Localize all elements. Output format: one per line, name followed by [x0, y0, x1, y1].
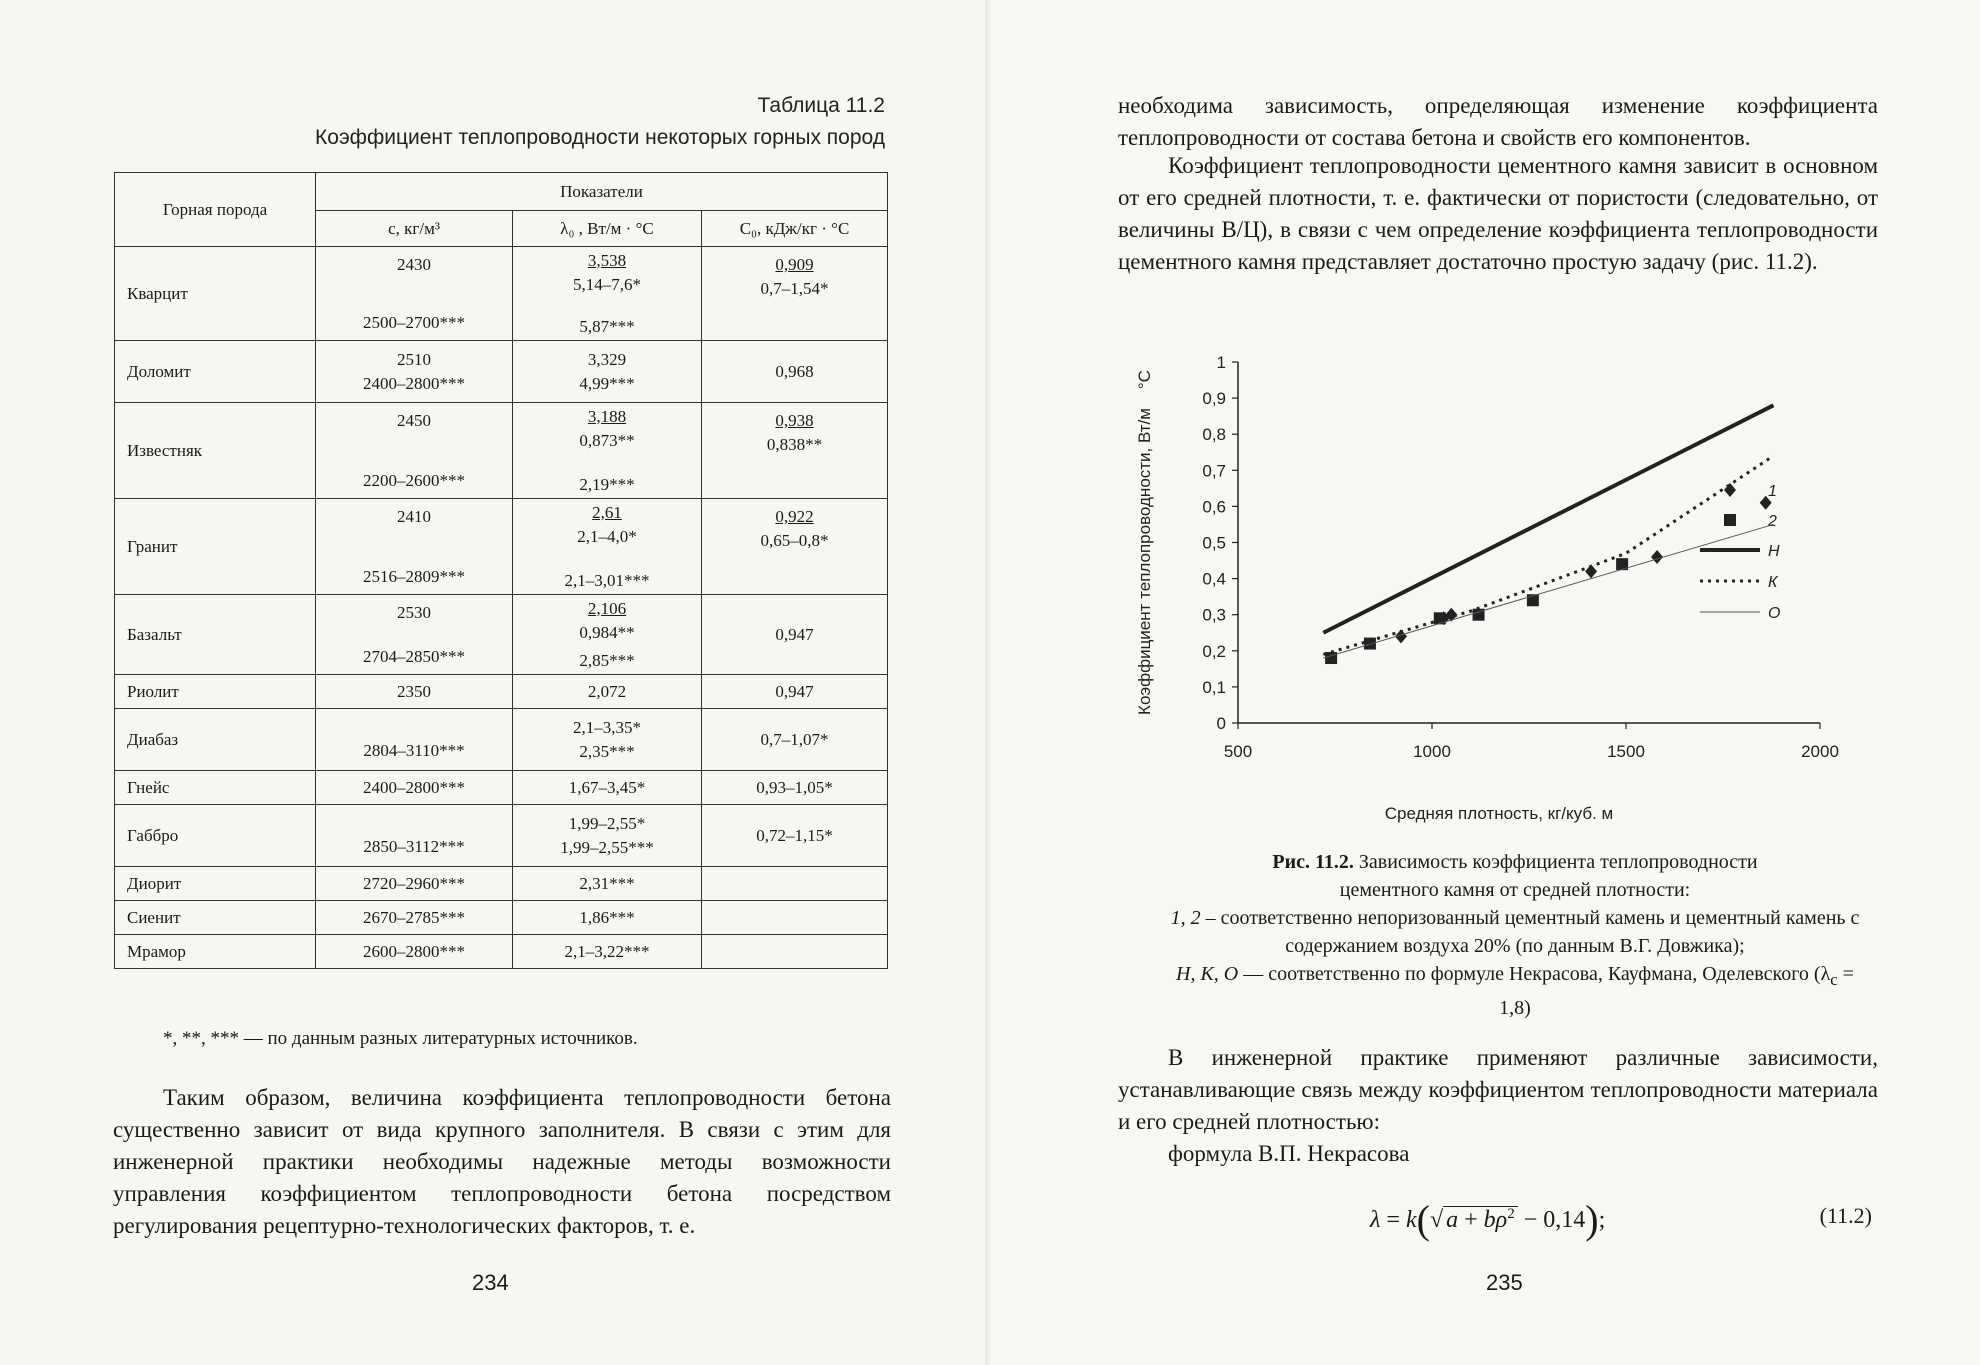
table-row [115, 341, 888, 403]
cell-line: 0,909 [775, 255, 814, 274]
heat-cell [702, 935, 888, 969]
density-cell [316, 247, 513, 341]
table-row [115, 805, 888, 867]
formula-number: (11.2) [1819, 1203, 1872, 1228]
table-row [115, 709, 888, 771]
data-point-diamond [1651, 550, 1663, 564]
lambda-cell [513, 675, 702, 709]
table-title: Коэффициент теплопроводности некоторых горных пород [315, 126, 885, 149]
lambda-cell [513, 867, 702, 901]
x-tick-label: 500 [1223, 742, 1253, 761]
right-paragraph-1: необходима зависимость, определяющая изменение коэффициента теплопроводности от состава бетона и свойств его компонентов. [1118, 93, 1878, 150]
cell-line: 2200–2600*** [363, 470, 465, 490]
y-tick-label: 0,7 [1202, 461, 1226, 481]
table-number: Таблица 11.2 [757, 94, 885, 117]
density-cell [316, 935, 513, 969]
page-number-left: 234 [472, 1270, 509, 1295]
cell-line: 1,99–2,55* [568, 813, 646, 833]
cell-line: 0,838** [766, 435, 823, 454]
rock-name: Доломит [115, 341, 316, 403]
lambda-cell [513, 805, 702, 867]
legend-label-2: 2 [1768, 513, 1777, 530]
cell-line: 2,85*** [579, 650, 635, 670]
legend-label-Н: Н [1768, 543, 1780, 560]
table-row [115, 403, 888, 499]
cell-line: 2,19*** [579, 474, 635, 494]
cell-line: 3,188 [587, 406, 627, 426]
lambda-cell [513, 595, 702, 675]
cell-line: 2,35*** [579, 741, 635, 761]
y-tick-label: 0,4 [1202, 569, 1226, 589]
table-row [115, 675, 888, 709]
series-line-К [1323, 456, 1773, 655]
caption-line-1: Рис. 11.2. Зависимость коэффициента теплопроводности [1272, 851, 1758, 873]
y-tick-label: 0,8 [1202, 425, 1226, 445]
cell-line: 2400–2800*** [363, 777, 465, 797]
y-tick-label: 0,9 [1202, 389, 1226, 409]
cell-line: 0,922 [775, 507, 814, 526]
page-number-right: 235 [1486, 1270, 1523, 1295]
right-paragraph-2-text: Коэффициент теплопроводности цементного камня зависит в основном от его средней плотности, т. е. фактически от пористости (следовательно, от величины В/Ц), в связи с чем определение коэффициента теплопроводности цементного камня представляет достаточно простую задачу (рис. 11.2). [1118, 153, 1878, 274]
table-row [115, 499, 888, 595]
cell-line: 0,93–1,05* [756, 777, 833, 797]
cell-line: 2500–2700*** [363, 312, 465, 332]
cell-line: 1,86*** [579, 907, 635, 927]
header-rock: Горная порода [115, 173, 316, 247]
nekrasov-formula: λ = k(√ $a + b\rho^2 - 0,14$); [1370, 1197, 1606, 1242]
table-row [115, 935, 888, 969]
cell-line: 3,329 [587, 349, 627, 369]
cell-line: 2,106 [587, 598, 627, 618]
lambda-cell [513, 935, 702, 969]
rock-name: Диабаз [115, 709, 316, 771]
cell-line: 2670–2785*** [363, 907, 465, 927]
footnote: *, **, *** — по данным разных литературных источников. [163, 1028, 638, 1049]
cell-line: 1,99–2,55*** [560, 837, 654, 857]
series-line-О [1323, 524, 1773, 658]
cell-line: 2530 [397, 602, 431, 622]
cell-line: 2704–2850*** [363, 646, 465, 666]
lambda-cell [513, 771, 702, 805]
heat-cell [702, 675, 888, 709]
series-line-Н [1323, 405, 1773, 632]
rock-name: Базальт [115, 595, 316, 675]
rock-name: Сиенит [115, 901, 316, 935]
density-cell [316, 709, 513, 771]
cell-line: 2450 [397, 410, 431, 430]
cell-line: 2,072 [587, 681, 627, 701]
table-row [115, 771, 888, 805]
legend-swatch-2 [1724, 514, 1736, 526]
heat-cell [702, 805, 888, 867]
cell-line: 2,1–4,0* [577, 526, 637, 546]
cell-line: 4,99*** [579, 373, 635, 393]
heat-cell [702, 901, 888, 935]
cell-line: 2516–2809*** [363, 566, 465, 586]
cell-line: 2,1–3,35* [573, 717, 641, 737]
cell-line: 2804–3110*** [363, 740, 465, 760]
cell-line: 0,65–0,8* [760, 531, 829, 550]
data-point-square [1325, 652, 1337, 664]
cell-line: 2350 [397, 681, 431, 701]
rock-name: Мрамор [115, 935, 316, 969]
cell-line: 0,968 [775, 361, 814, 381]
y-tick-label: 0 [1216, 714, 1226, 733]
cell-line: 2720–2960*** [363, 873, 465, 893]
left-paragraph: Таким образом, величина коэффициента теплопроводности бетона существенно зависит от вида крупного заполнителя. В связи с этим для инженерной практики необходимы надежные методы возможности управления коэффициентом теплопроводности бетона посредством регулирования рецептурно-технологических факторов, т. е. [113, 1085, 891, 1238]
x-tick-label: 1000 [1413, 742, 1451, 761]
cell-line: 2400–2800*** [363, 373, 465, 393]
density-cell [316, 771, 513, 805]
heat-cell [702, 771, 888, 805]
legend-label-1: 1 [1768, 483, 1777, 500]
lambda-cell [513, 499, 702, 595]
header-indicators: Показатели [316, 173, 888, 211]
density-cell [316, 675, 513, 709]
header-lambda: λ₀ , Вт/м · °С [513, 211, 702, 247]
figure-caption [1160, 848, 1870, 1022]
heat-cell [702, 247, 888, 341]
legend-label-К: К [1768, 574, 1778, 591]
legend-swatch-1 [1724, 483, 1736, 497]
cell-line: 2,1–3,01*** [564, 570, 650, 590]
rock-name: Диорит [115, 867, 316, 901]
cell-line: 2410 [397, 506, 431, 526]
table-row [115, 247, 888, 341]
cell-line: 2850–3112*** [363, 836, 465, 856]
cell-line: 2,1–3,22*** [564, 941, 650, 961]
heat-cell [702, 341, 888, 403]
heat-cell [702, 403, 888, 499]
table-row [115, 901, 888, 935]
y-axis-label: Коэффициент теплопроводности, Вт/м °С [1135, 370, 1154, 715]
y-tick-label: 0,1 [1202, 677, 1226, 697]
caption-line-2: цементного камня от средней плотности: [1339, 879, 1691, 901]
density-cell [316, 805, 513, 867]
x-tick-label: 2000 [1801, 742, 1839, 761]
density-cell [316, 867, 513, 901]
cell-line: 0,938 [775, 411, 814, 430]
cell-line: 0,873** [579, 430, 635, 450]
rock-name: Кварцит [115, 247, 316, 341]
caption-line-3: 1, 2 – соответственно непоризованный цементный камень и цементный камень с содержанием воздуха 20% (по данным В.Г. Довжика); [1170, 907, 1860, 957]
rock-name: Риолит [115, 675, 316, 709]
y-tick-label: 0,3 [1202, 605, 1226, 625]
y-tick-label: 0,5 [1202, 533, 1226, 553]
x-tick-label: 1500 [1607, 742, 1645, 761]
cell-line: 2,61 [592, 502, 622, 522]
heat-cell [702, 595, 888, 675]
caption-figure-label: Рис. 11.2. [1272, 851, 1354, 873]
y-tick-label: 0,2 [1202, 641, 1226, 661]
cell-line: 2,31*** [579, 873, 635, 893]
density-cell [316, 341, 513, 403]
heat-cell [702, 709, 888, 771]
rocks-table [114, 172, 888, 969]
cell-line: 0,947 [775, 624, 814, 644]
rock-name: Гнейс [115, 771, 316, 805]
lambda-cell [513, 403, 702, 499]
y-tick-label: 0,6 [1202, 497, 1226, 517]
right-paragraph-2 [1118, 150, 1878, 278]
right-paragraph-3: В инженерной практике применяют различные зависимости, устанавливающие связь между коэффициентом теплопроводности материала и его средней плотностью: [1118, 1045, 1878, 1134]
cell-line: 2430 [397, 254, 431, 274]
rock-name: Гранит [115, 499, 316, 595]
rock-name: Габбро [115, 805, 316, 867]
density-cell [316, 499, 513, 595]
lambda-cell [513, 901, 702, 935]
cell-line: 5,14–7,6* [573, 274, 641, 294]
cell-line: 5,87*** [579, 316, 635, 336]
cell-line: 2600–2800*** [363, 941, 465, 961]
density-cell [316, 403, 513, 499]
cell-line: 0,984** [579, 622, 635, 642]
cell-line: 2510 [397, 349, 431, 369]
cell-line: 0,7–1,54* [760, 279, 829, 298]
lambda-cell [513, 341, 702, 403]
cell-line: 0,947 [775, 681, 814, 701]
cell-line: 0,7–1,07* [760, 729, 829, 749]
density-cell [316, 901, 513, 935]
caption-line-4: Н, К, О — соответственно по формуле Некрасова, Кауфмана, Оделевского $(\lambda_с = 1,8)$ [1176, 963, 1854, 1019]
legend-label-О: О [1768, 605, 1781, 622]
rock-name: Известняк [115, 403, 316, 499]
density-cell [316, 595, 513, 675]
table-row [115, 867, 888, 901]
heat-cell [702, 499, 888, 595]
cell-line: 0,72–1,15* [756, 825, 833, 845]
cell-line: 1,67–3,45* [568, 777, 646, 797]
heat-cell [702, 867, 888, 901]
density-conductivity-chart [1120, 350, 1880, 830]
lambda-cell [513, 709, 702, 771]
table-row [115, 595, 888, 675]
header-density: c, кг/м³ [316, 211, 513, 247]
right-paragraph-4: формула В.П. Некрасова [1168, 1141, 1410, 1166]
header-heat: C₀, кДж/кг · °С [702, 211, 888, 247]
cell-line: 3,538 [587, 250, 627, 270]
x-axis-label: Средняя плотность, кг/куб. м [1384, 804, 1614, 823]
lambda-cell [513, 247, 702, 341]
y-tick-label: 1 [1216, 353, 1226, 372]
